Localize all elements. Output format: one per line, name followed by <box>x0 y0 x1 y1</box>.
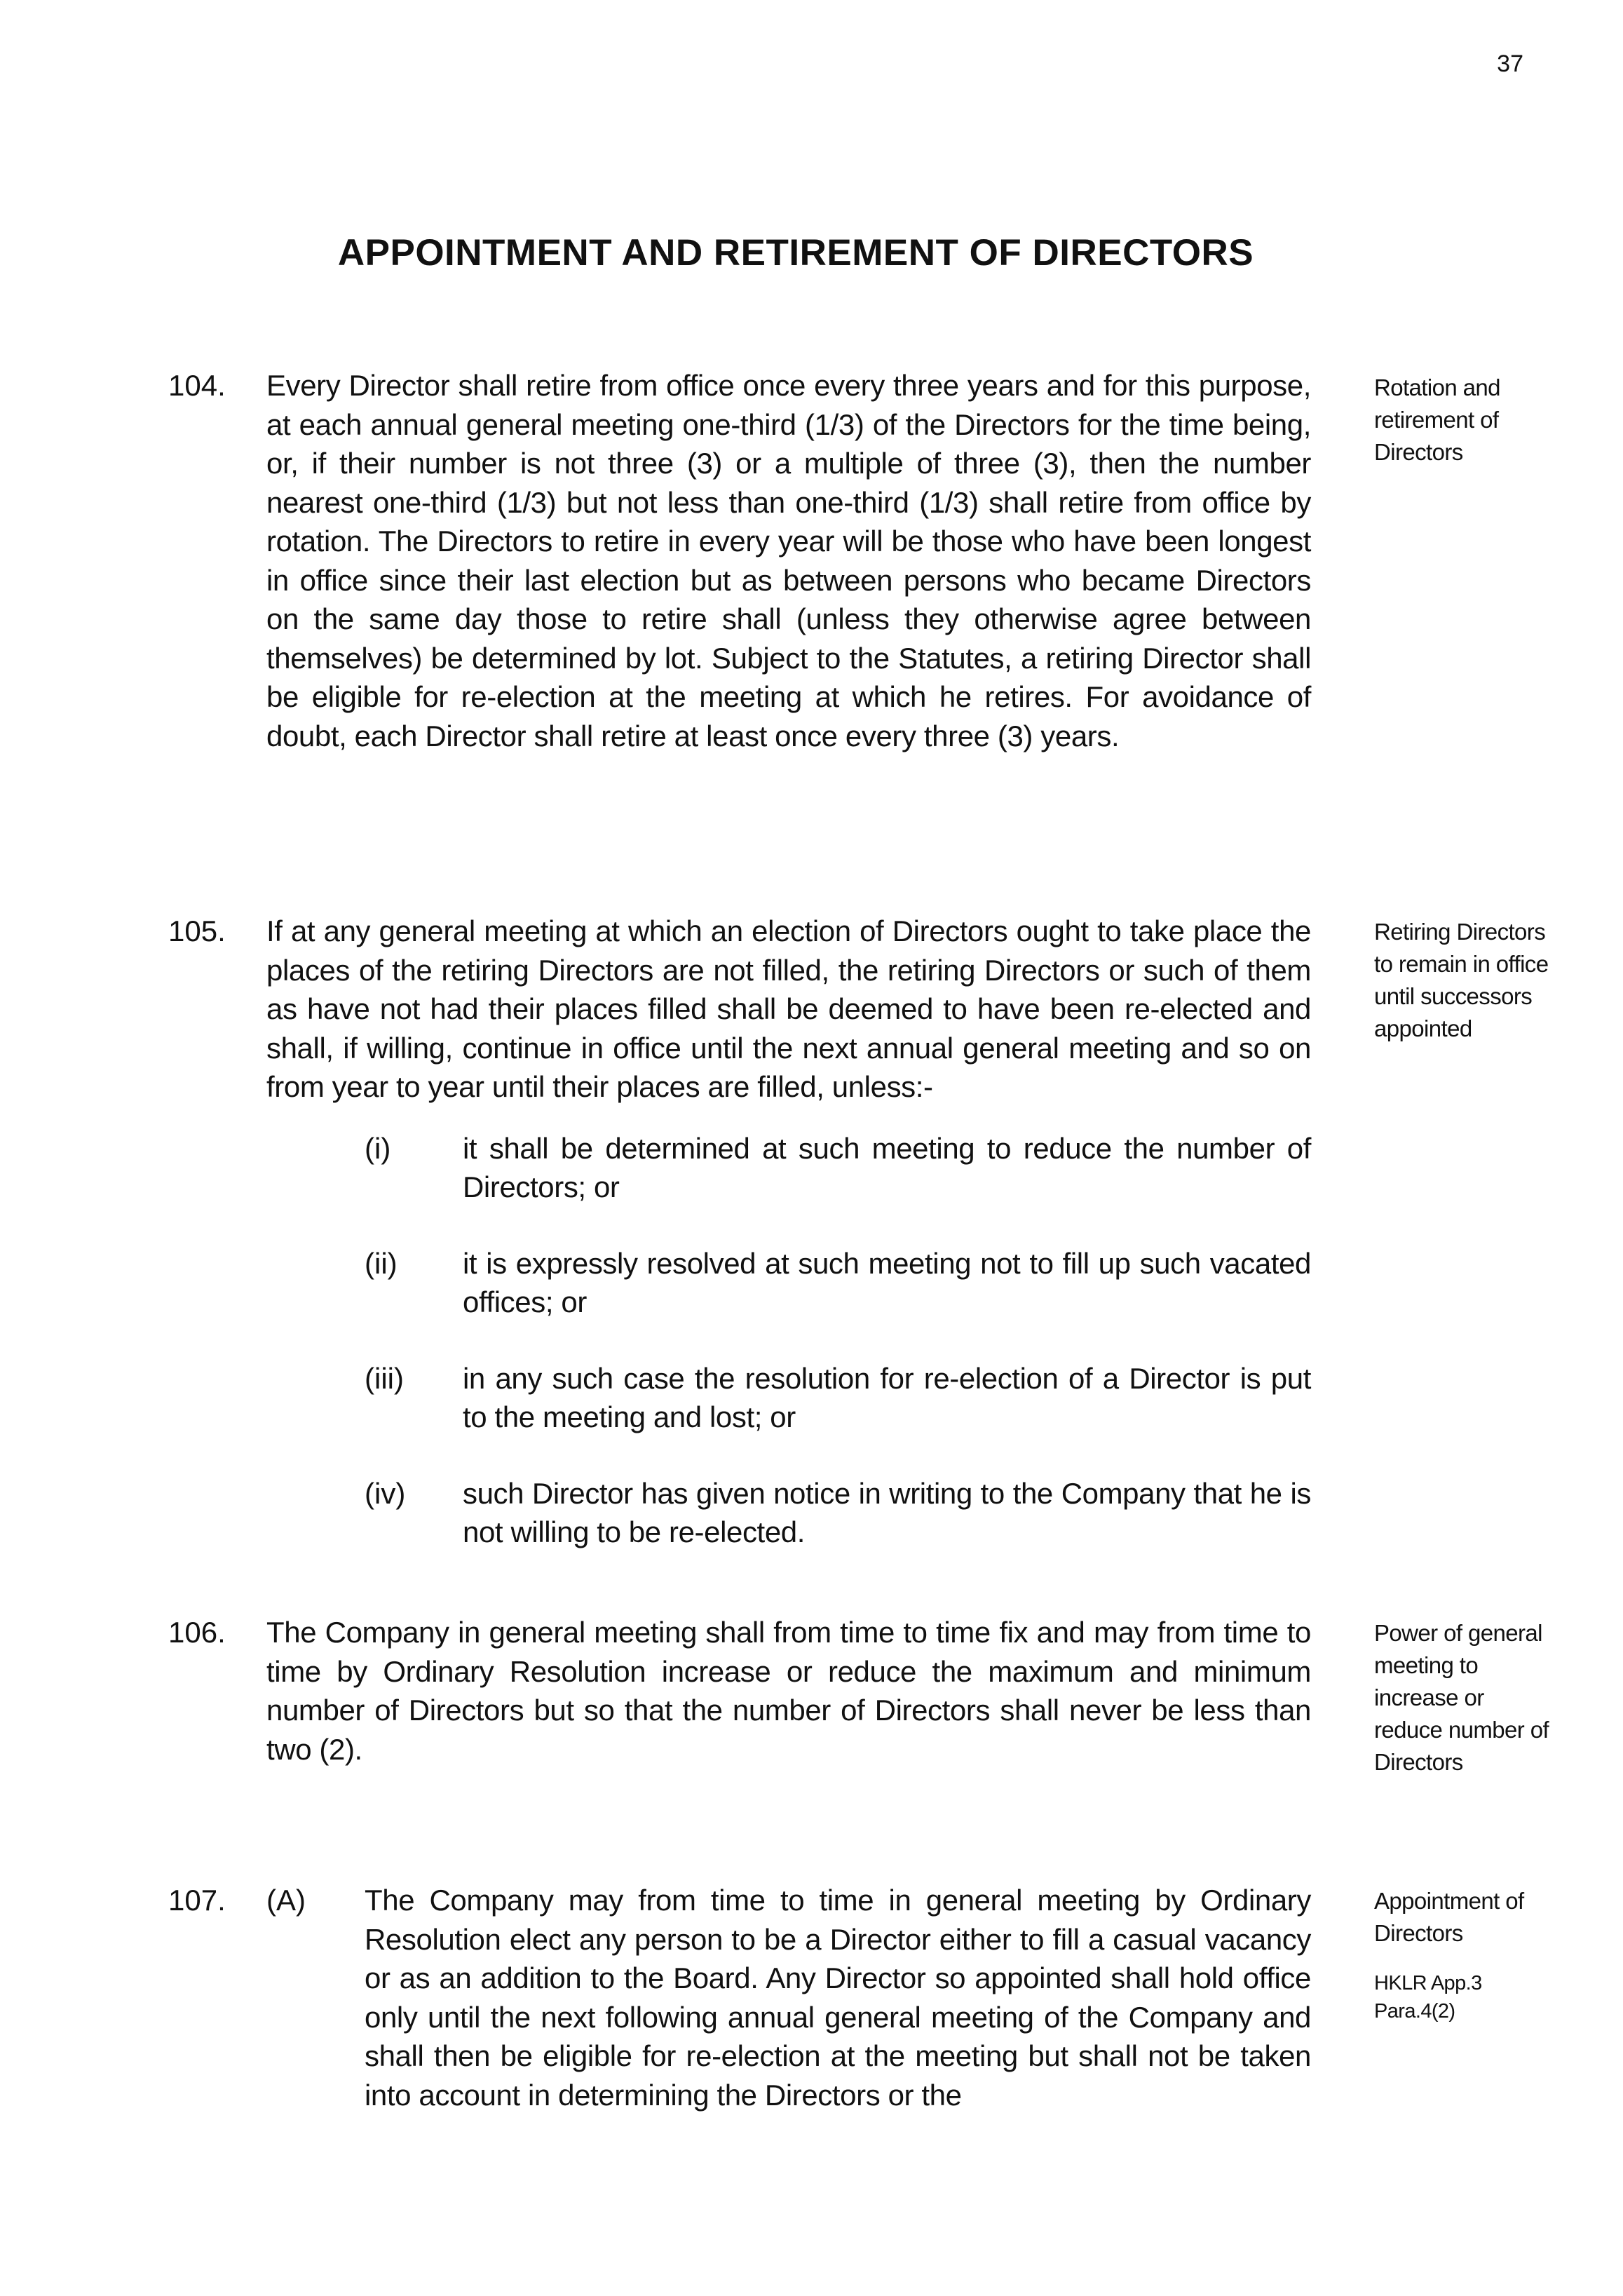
clause-number: 106. <box>168 1616 226 1649</box>
clause-text: The Company in general meeting shall from time to time fix and may from time to time by Ordinary Resolution increase or reduce the maximum and minimum number of Directors but so that the number of Directors shall never be less than two (2). <box>266 1616 1311 1766</box>
clause-text: Every Director shall retire from office once every three years and for this purpose, at each annual general meeting one-third (1/3) of the Directors for the time being, or, if their number is not three (3) or a multiple of three (3), then the number nearest one-third (1/3) but not less than one-third (1/3) shall retire from office by rotation. The Directors to retire in every year will be those who have been longest in office since their last election but as between persons who became Directors on the same day those to retire shall (unless they otherwise agree between themselves) be determined by lot. Subject to the Statutes, a retiring Director shall be eligible for re-election at the meeting at which he retires. For avoidance of doubt, each Director shall retire at least once every three (3) years. <box>266 369 1311 752</box>
page-number: 37 <box>1497 50 1523 77</box>
margin-note-104: Rotation and retirement of Directors <box>1374 374 1500 465</box>
list-item <box>168 1359 1311 1437</box>
clause-106 <box>168 1613 1311 1769</box>
item-text: it is expressly resolved at such meeting not to fill up such vacated offices; or <box>463 1246 1311 1318</box>
list-item <box>168 1129 1311 1207</box>
clause-104 <box>168 366 1311 755</box>
margin-note-reference: HKLR App.3 Para.4(2) <box>1374 1972 1482 2022</box>
section-title: APPOINTMENT AND RETIREMENT OF DIRECTORS <box>337 232 1254 274</box>
item-text: such Director has given notice in writing to the Company that he is not willing to be re-elected. <box>463 1476 1311 1548</box>
clause-text: If at any general meeting at which an election of Directors ought to take place the places of the retiring Directors are not filled, the retiring Directors or such of them as have not had their places filled shall be deemed to have been re-elected and shall, if willing, continue in office until the next annual general meeting and so on from year to year until their places are filled, unless:- <box>266 914 1311 1103</box>
item-marker: (iii) <box>365 1361 404 1395</box>
list-item <box>168 1244 1311 1322</box>
item-marker: (i) <box>365 1131 391 1165</box>
sub-clause-marker: (A) <box>266 1884 306 1917</box>
item-text: in any such case the resolution for re-election of a Director is put to the meeting and lost; or <box>463 1361 1311 1433</box>
margin-note-107 <box>1374 1885 1556 2025</box>
margin-note-105: Retiring Directors to remain in office until successors appointed <box>1374 919 1549 1041</box>
clause-105 <box>168 912 1311 1589</box>
item-text: it shall be determined at such meeting to reduce the number of Directors; or <box>463 1131 1311 1203</box>
clause-107 <box>168 1881 1311 2114</box>
clause-number: 107. <box>168 1884 226 1917</box>
sub-item-list <box>168 1129 1311 1552</box>
list-item <box>168 1474 1311 1552</box>
clause-text: The Company may from time to time in general meeting by Ordinary Resolution elect any person to be a Director either to fill a casual vacancy or as an addition to the Board. Any Director so appointed shall hold office only until the next following annual general meeting of the Company and shall then be eligible for re-election at the meeting but shall not be taken into account in determining the Directors or the <box>365 1884 1311 2112</box>
clause-number: 104. <box>168 369 226 402</box>
margin-note-106: Power of general meeting to increase or reduce number of Directors <box>1374 1620 1549 1775</box>
clause-number: 105. <box>168 914 226 947</box>
item-marker: (iv) <box>365 1476 406 1510</box>
item-marker: (ii) <box>365 1246 398 1280</box>
margin-note-text: Appointment of Directors <box>1374 1888 1524 1946</box>
